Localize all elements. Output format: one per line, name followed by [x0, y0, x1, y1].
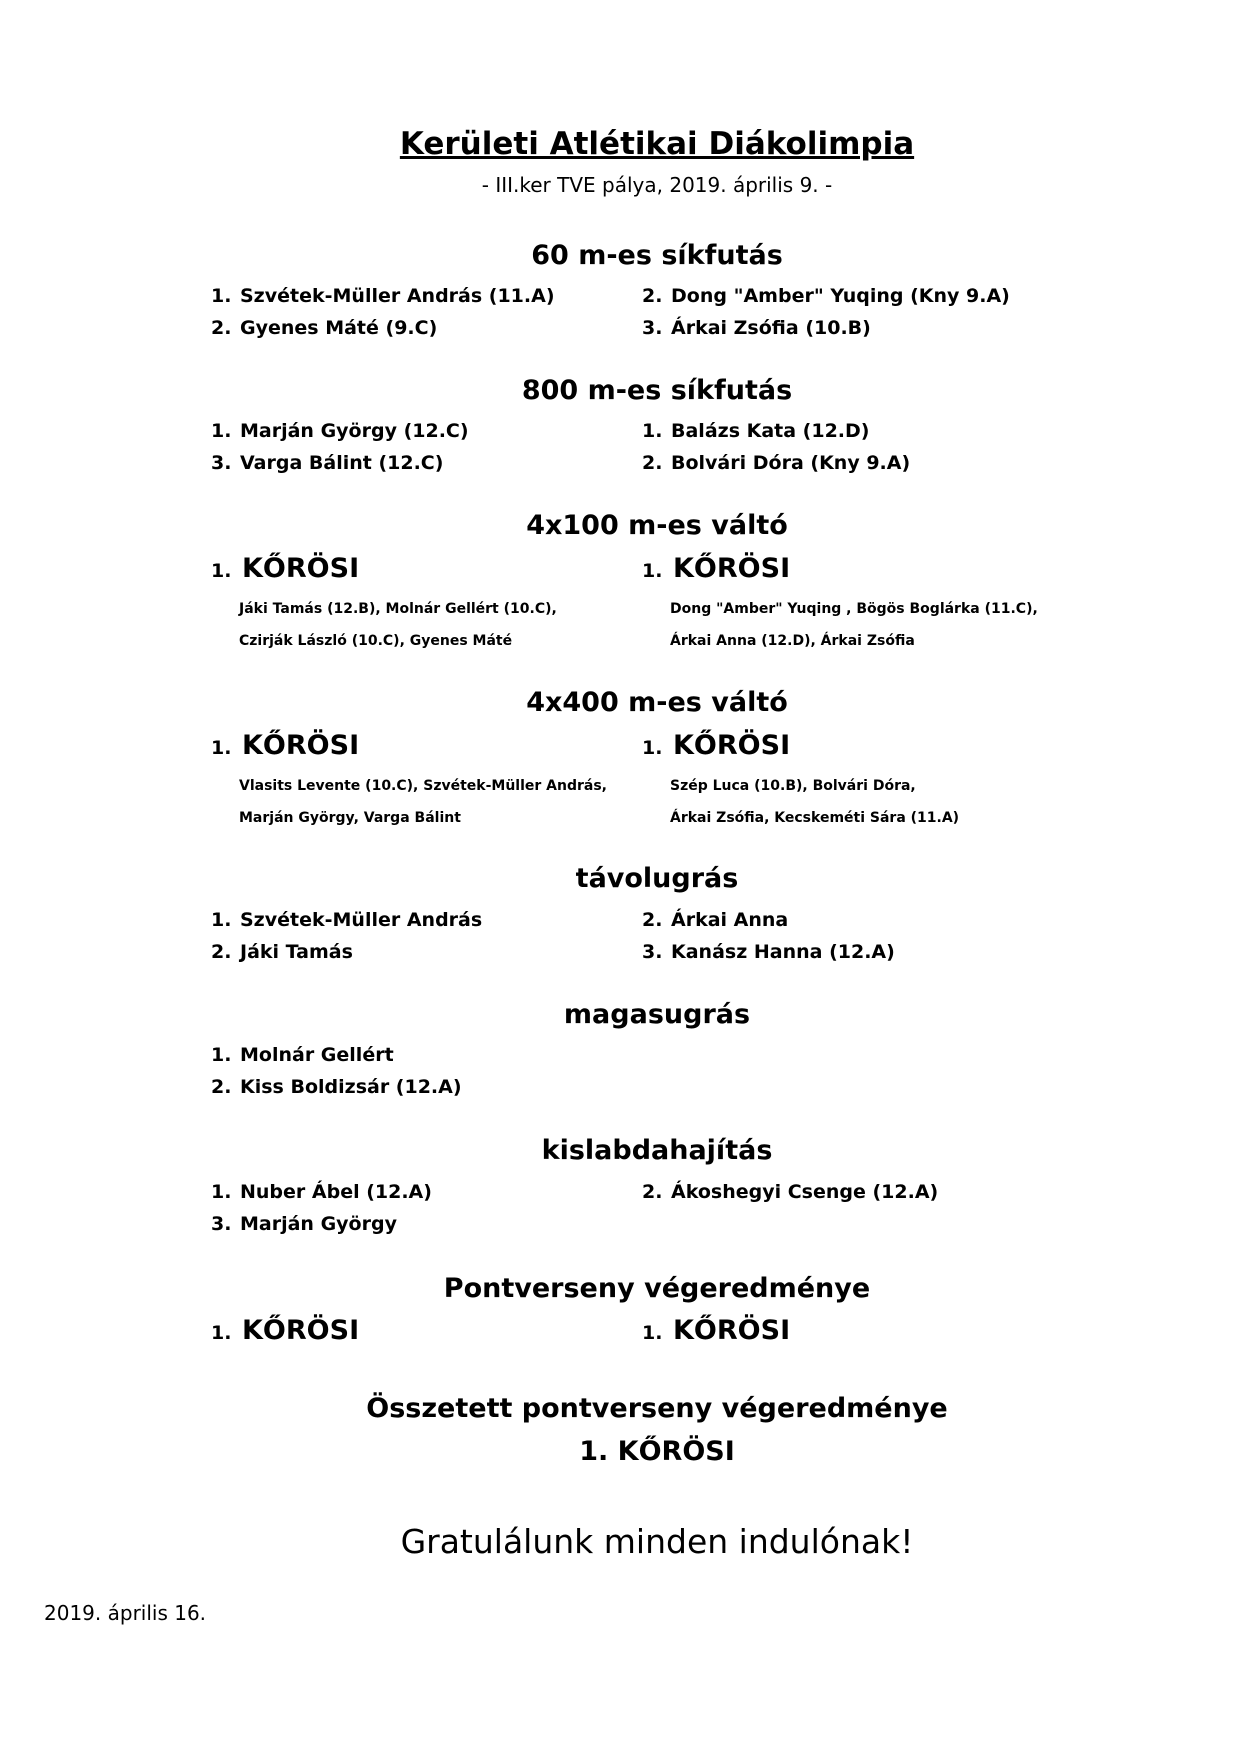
- place-number: 2.: [211, 1076, 232, 1098]
- place-number: 1.: [211, 560, 232, 582]
- place-number: 1.: [211, 420, 232, 442]
- relay-members: Árkai Anna (12.D), Árkai Zsófia: [670, 633, 915, 649]
- relay-team: [642, 553, 790, 584]
- relay-members: Dong "Amber" Yuqing , Bögös Boglárka (11.C),: [670, 601, 1038, 617]
- place-number: 1.: [211, 285, 232, 307]
- place-number: 1.: [211, 1322, 232, 1344]
- congratulations-text: Gratulálunk minden indulónak!: [400, 1522, 914, 1561]
- athlete-name: Kiss Boldizsár (12.A): [240, 1076, 462, 1098]
- place-number: 1.: [211, 909, 232, 931]
- place-number: 2.: [642, 452, 663, 474]
- event-title-ball-throw: kislabdahajítás: [541, 1135, 773, 1166]
- athlete-name: Szvétek-Müller András (11.A): [240, 285, 555, 307]
- team-name: KŐRÖSI: [242, 1315, 360, 1346]
- relay-team: [211, 553, 359, 584]
- event-title-60m: 60 m-es síkfutás: [531, 240, 783, 271]
- athlete-name: Varga Bálint (12.C): [240, 452, 444, 474]
- relay-team: [642, 730, 790, 761]
- place-number: 2.: [211, 941, 232, 963]
- team-name: KŐRÖSI: [242, 553, 360, 584]
- place-number: 1.: [211, 737, 232, 759]
- place-number: 1.: [211, 1044, 232, 1066]
- document-title: Kerületi Atlétikai Diákolimpia: [399, 126, 915, 162]
- place-number: 2.: [642, 909, 663, 931]
- place-number: 3.: [642, 317, 663, 339]
- place-number: 1.: [211, 1181, 232, 1203]
- result-entry: [211, 1213, 397, 1235]
- event-title-long-jump: távolugrás: [575, 863, 739, 894]
- event-title-4x400-relay: 4x400 m-es váltó: [526, 687, 788, 718]
- place-number: 1.: [642, 1322, 663, 1344]
- points-team: [211, 1315, 359, 1346]
- result-entry: [211, 941, 353, 963]
- overall-title: Összetett pontverseny végeredménye: [366, 1393, 948, 1424]
- event-title-high-jump: magasugrás: [563, 999, 751, 1030]
- athlete-name: Marján György (12.C): [240, 420, 469, 442]
- relay-members: Jáki Tamás (12.B), Molnár Gellért (10.C),: [239, 601, 557, 617]
- athlete-name: Gyenes Máté (9.C): [240, 317, 438, 339]
- result-entry: [211, 317, 437, 339]
- place-number: 3.: [211, 452, 232, 474]
- place-number: 1.: [642, 560, 663, 582]
- team-name: KŐRÖSI: [242, 730, 360, 761]
- place-number: 3.: [642, 941, 663, 963]
- athlete-name: Nuber Ábel (12.A): [240, 1181, 432, 1203]
- relay-members: Vlasits Levente (10.C), Szvétek-Müller András,: [239, 778, 607, 794]
- team-name: KŐRÖSI: [673, 553, 791, 584]
- place-number: 2.: [211, 317, 232, 339]
- overall-result: 1. KŐRÖSI: [579, 1436, 735, 1467]
- place-number: 3.: [211, 1213, 232, 1235]
- athlete-name: Ákoshegyi Csenge (12.A): [671, 1181, 939, 1203]
- result-entry: [642, 420, 869, 442]
- place-number: 1.: [642, 420, 663, 442]
- place-number: 2.: [642, 285, 663, 307]
- athlete-name: Szvétek-Müller András: [240, 909, 483, 931]
- team-name: KŐRÖSI: [673, 1315, 791, 1346]
- athlete-name: Balázs Kata (12.D): [671, 420, 870, 442]
- athlete-name: Árkai Anna: [671, 909, 789, 931]
- team-name: KŐRÖSI: [673, 730, 791, 761]
- result-entry: [211, 1181, 432, 1203]
- relay-members: Marján György, Varga Bálint: [239, 810, 461, 826]
- result-entry: [642, 452, 910, 474]
- result-entry: [211, 909, 482, 931]
- place-number: 1.: [642, 737, 663, 759]
- athlete-name: Marján György: [240, 1213, 397, 1235]
- athlete-name: Dong "Amber" Yuqing (Kny 9.A): [671, 285, 1010, 307]
- result-entry: [211, 452, 443, 474]
- result-entry: [642, 909, 788, 931]
- athlete-name: Bolvári Dóra (Kny 9.A): [671, 452, 911, 474]
- relay-members: Szép Luca (10.B), Bolvári Dóra,: [670, 778, 916, 794]
- result-entry: [211, 1076, 462, 1098]
- points-title: Pontverseny végeredménye: [443, 1273, 871, 1304]
- points-team: [642, 1315, 790, 1346]
- relay-members: Czirják László (10.C), Gyenes Máté: [239, 633, 513, 649]
- result-entry: [211, 420, 469, 442]
- result-entry: [642, 1181, 938, 1203]
- place-number: 2.: [642, 1181, 663, 1203]
- document-date: 2019. április 16.: [44, 1601, 207, 1625]
- result-entry: [642, 941, 895, 963]
- result-entry: [642, 285, 1010, 307]
- result-entry: [642, 317, 871, 339]
- event-title-800m: 800 m-es síkfutás: [521, 375, 793, 406]
- athlete-name: Jáki Tamás: [240, 941, 353, 963]
- relay-members: Árkai Zsófia, Kecskeméti Sára (11.A): [670, 810, 960, 826]
- event-title-4x100-relay: 4x100 m-es váltó: [526, 510, 788, 541]
- athlete-name: Árkai Zsófia (10.B): [671, 317, 871, 339]
- relay-team: [211, 730, 359, 761]
- result-entry: [211, 1044, 394, 1066]
- athlete-name: Kanász Hanna (12.A): [671, 941, 895, 963]
- document-subtitle: - III.ker TVE pálya, 2019. április 9. -: [481, 173, 833, 197]
- athlete-name: Molnár Gellért: [240, 1044, 394, 1066]
- result-entry: [211, 285, 555, 307]
